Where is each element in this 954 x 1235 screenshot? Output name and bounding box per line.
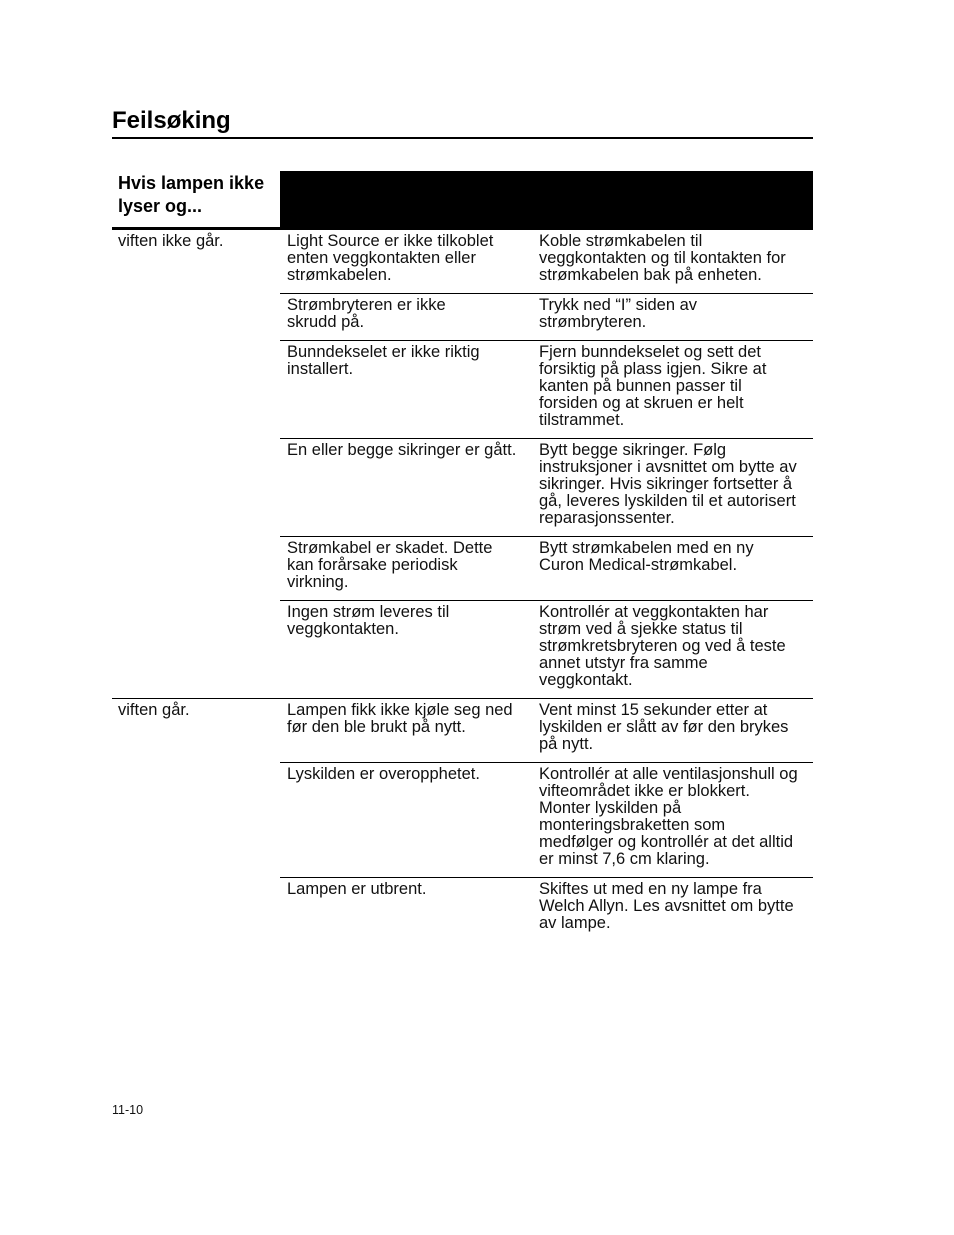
cause-cell: En eller begge sikringer er gått. xyxy=(287,441,517,459)
condition-column-header: Hvis lampen ikke lyser og... xyxy=(112,171,280,230)
page-title: Feilsøking xyxy=(112,107,231,134)
condition-group-fan-running xyxy=(112,698,813,941)
solution-cell: Bytt begge sikringer. Følg instruksjoner i avsnittet om bytte av sikringer. Hvis sikringer fortsetter å gå, leveres lyskilden til et autorisert reparasjonssenter. xyxy=(539,441,797,527)
troubleshooting-table xyxy=(112,171,813,941)
table-header-row xyxy=(112,171,813,230)
solution-cell: Kontrollér at alle ventilasjonshull og vifteområdet ikke er blokkert. Monter lyskilden på monteringsbraketten som medfølger og kontrollér at det alltid er minst 7,6 cm klaring. xyxy=(539,765,798,868)
table-row xyxy=(280,762,813,877)
page-number: 11-10 xyxy=(112,1103,144,1117)
cause-cell: Strømkabel er skadet. Dette kan forårsake periodisk virkning. xyxy=(287,539,493,591)
table-row xyxy=(280,340,813,438)
table-header-band xyxy=(280,171,813,230)
cause-cell: Light Source er ikke tilkoblet enten veggkontakten eller strømkabelen. xyxy=(287,232,494,284)
title-rule xyxy=(112,137,813,139)
cause-cell: Lampen er utbrent. xyxy=(287,880,427,898)
cause-cell: Strømbryteren er ikke skrudd på. xyxy=(287,296,446,331)
solution-cell: Trykk ned “I” siden av strømbryteren. xyxy=(539,296,698,331)
table-row xyxy=(280,438,813,536)
table-row xyxy=(280,230,813,293)
cause-solution-rows xyxy=(280,230,813,698)
solution-cell: Bytt strømkabelen med en ny Curon Medical-strømkabel. xyxy=(539,539,754,574)
solution-cell: Skiftes ut med en ny lampe fra Welch Allyn. Les avsnittet om bytte av lampe. xyxy=(539,880,794,932)
cause-cell: Ingen strøm leveres til veggkontakten. xyxy=(287,603,450,638)
condition-group-fan-not-running xyxy=(112,230,813,698)
cause-cell: Lampen fikk ikke kjøle seg ned før den ble brukt på nytt. xyxy=(287,701,513,736)
condition-cell: viften ikke går. xyxy=(118,232,224,250)
cause-solution-rows xyxy=(280,699,813,941)
solution-cell: Kontrollér at veggkontakten har strøm ved å sjekke status til strømkretsbryteren og ved å teste annet utstyr fra samme veggkontakt. xyxy=(539,603,786,689)
solution-cell: Koble strømkabelen til veggkontakten og til kontakten for strømkabelen bak på enheten. xyxy=(539,232,786,284)
solution-cell: Fjern bunndekselet og sett det forsiktig på plass igjen. Sikre at kanten på bunnen passer til forsiden og at skruen er helt tilstrammet. xyxy=(539,343,767,429)
solution-cell: Vent minst 15 sekunder etter at lyskilden er slått av før den brykes på nytt. xyxy=(539,701,789,753)
table-row xyxy=(280,600,813,698)
cause-cell: Lyskilden er overopphetet. xyxy=(287,765,480,783)
cause-cell: Bunndekselet er ikke riktig installert. xyxy=(287,343,480,378)
table-row xyxy=(280,699,813,762)
table-row xyxy=(280,536,813,600)
table-row xyxy=(280,293,813,340)
table-row xyxy=(280,877,813,941)
condition-cell: viften går. xyxy=(118,701,190,719)
